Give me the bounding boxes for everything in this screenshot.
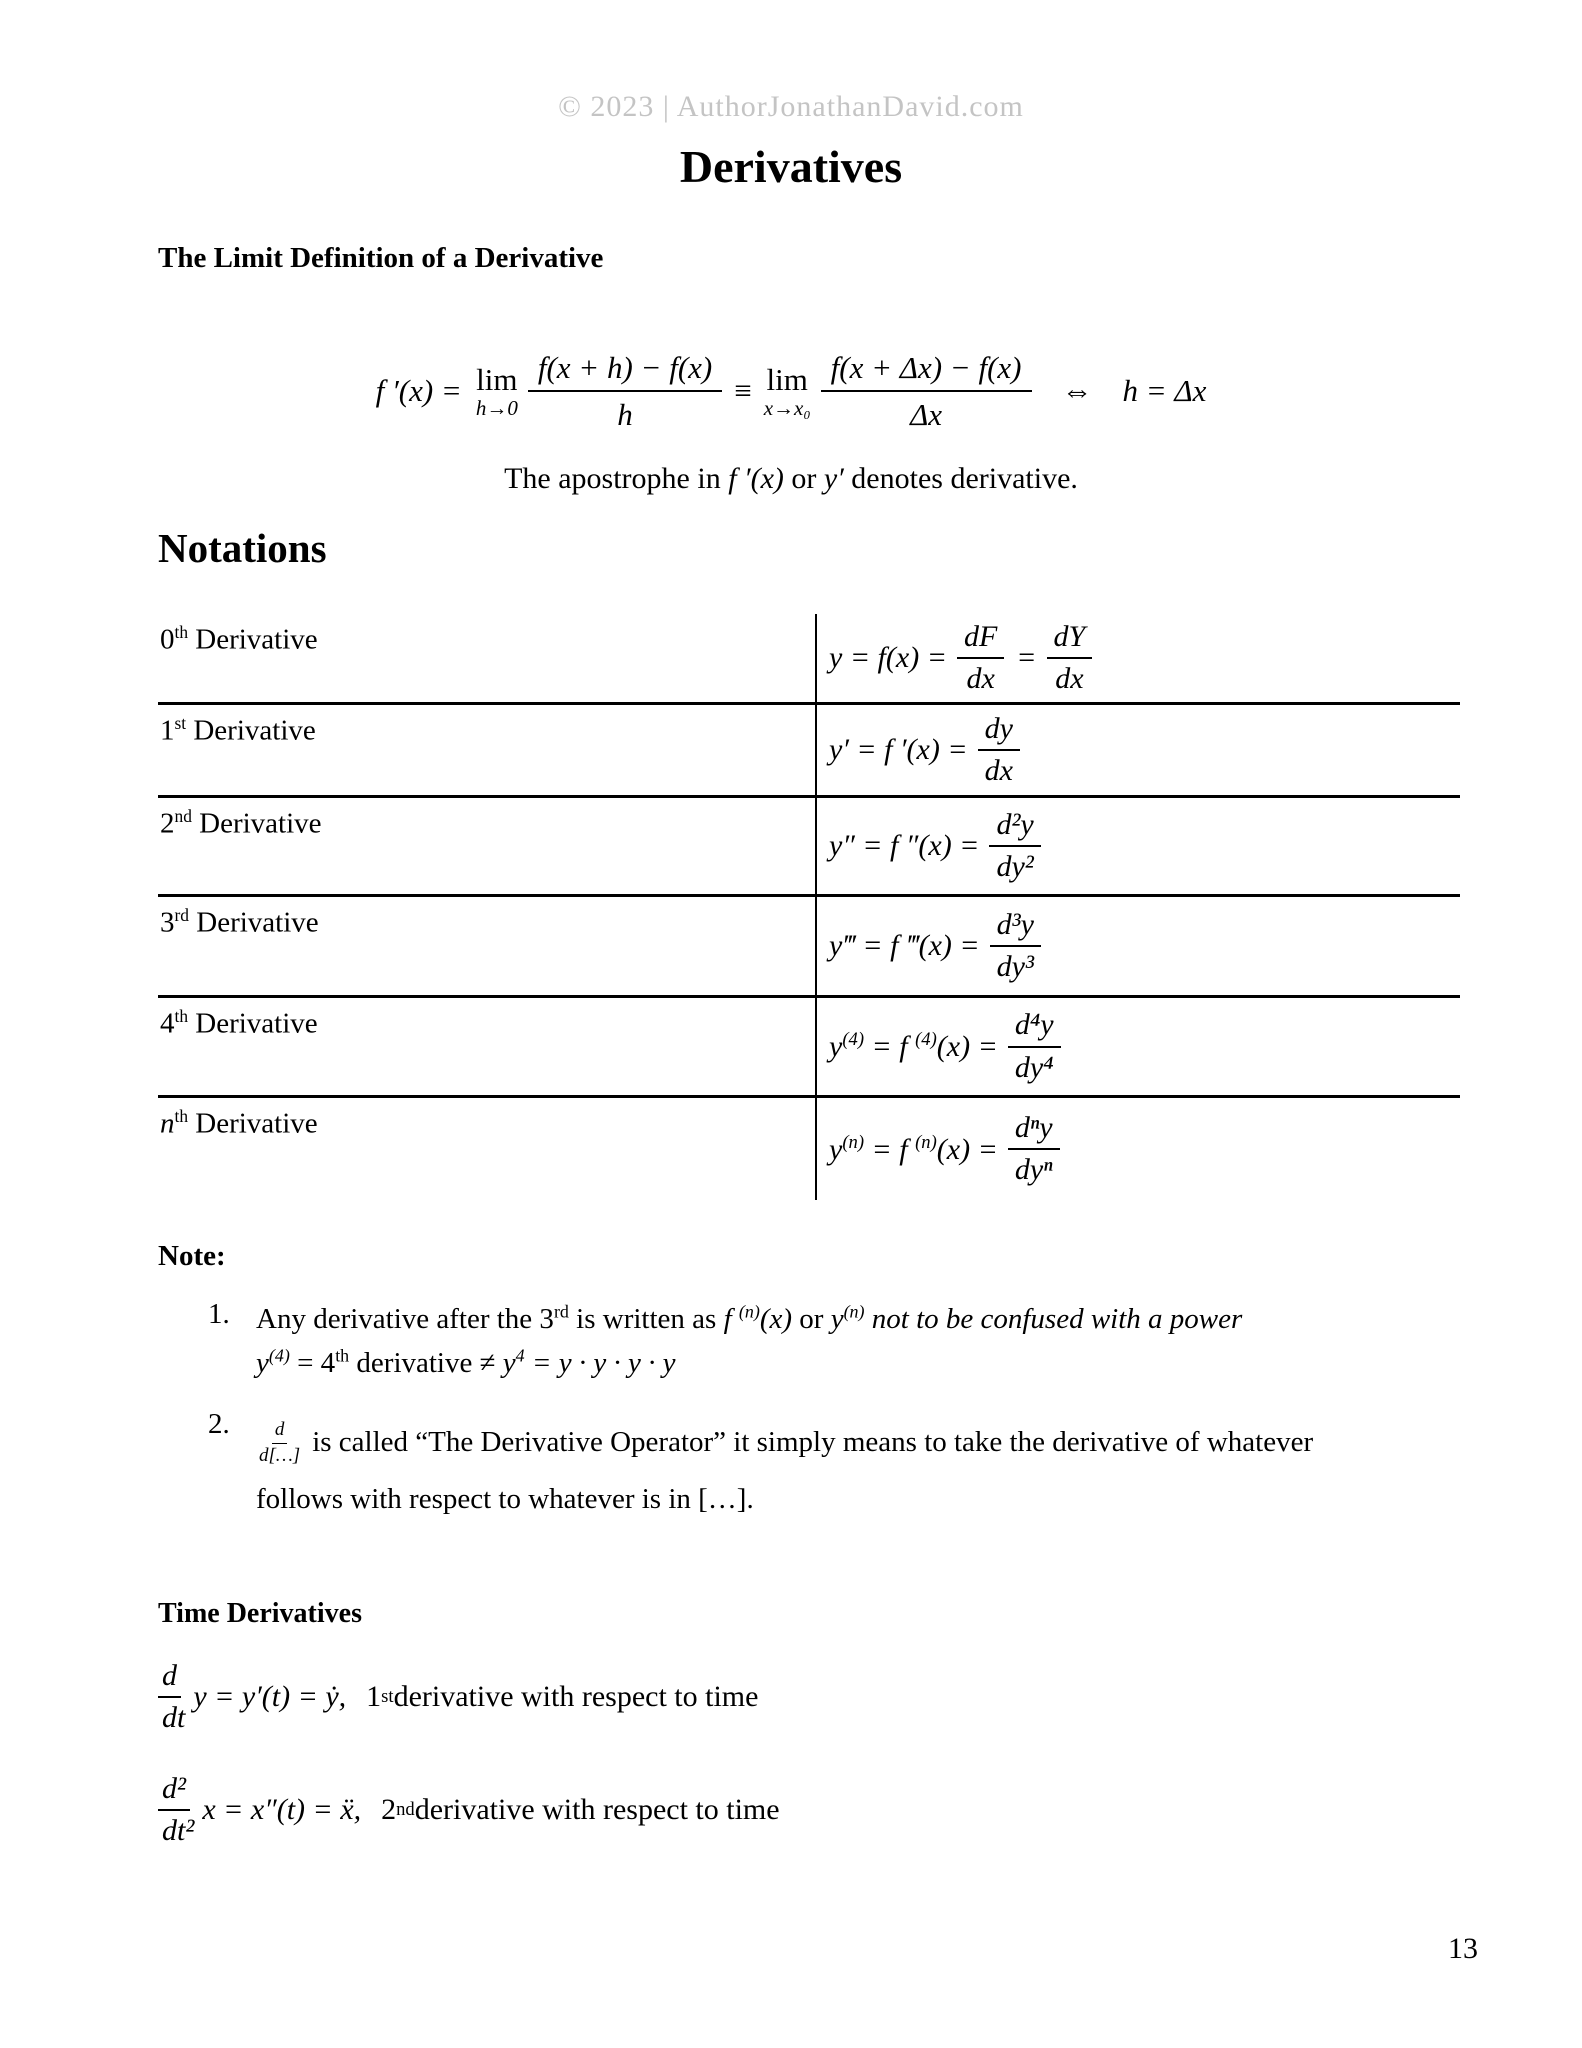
derivative-operator-fraction bbox=[256, 1419, 303, 1468]
fraction-denominator: Δx bbox=[910, 397, 943, 432]
description-text: derivative with respect to time bbox=[414, 1793, 780, 1826]
formula-pre bbox=[829, 641, 947, 675]
formula-pre bbox=[829, 1132, 998, 1167]
math-term: (x) bbox=[759, 1303, 793, 1335]
ordinal-suffix: th bbox=[335, 1344, 350, 1365]
ordinal: 2 bbox=[160, 807, 175, 840]
math-text: (x) = bbox=[936, 1132, 998, 1166]
fraction-denominator: dt² bbox=[162, 1814, 195, 1847]
order-superscript: (4) bbox=[268, 1344, 290, 1365]
row-label bbox=[158, 1098, 815, 1200]
note-text: derivative ≠ bbox=[349, 1346, 503, 1379]
lim-subscript: h→0 bbox=[475, 395, 518, 420]
d2-dt2-fraction bbox=[158, 1772, 198, 1849]
row-formula bbox=[815, 798, 1460, 894]
note2-line1 bbox=[256, 1408, 1456, 1478]
time-derivative-2 bbox=[158, 1762, 780, 1858]
note2-line2 bbox=[256, 1478, 1456, 1522]
equals-sign: = bbox=[1016, 641, 1037, 674]
math-text: = f bbox=[864, 1030, 916, 1063]
formula-pre bbox=[829, 733, 968, 767]
math-text: y‴ = f ‴(x) = bbox=[829, 929, 980, 962]
ordinal-suffix: th bbox=[174, 1006, 189, 1026]
apostrophe-note bbox=[0, 462, 1582, 496]
label-text: Derivative bbox=[188, 1107, 318, 1140]
lim-word: lim bbox=[476, 361, 518, 397]
fraction-numerator: f(x + h) − f(x) bbox=[528, 349, 722, 392]
fraction-numerator: d⁴y bbox=[1008, 1008, 1061, 1048]
limit-operator bbox=[475, 361, 518, 420]
fraction-numerator: dy bbox=[978, 712, 1020, 752]
fraction-denominator: dx bbox=[984, 754, 1013, 787]
fraction bbox=[989, 808, 1040, 885]
table-column-divider bbox=[815, 614, 817, 1200]
order-superscript: (n) bbox=[842, 1131, 865, 1153]
math-text: y″ = f ″(x) = bbox=[829, 829, 980, 862]
fraction-numerator: d²y bbox=[989, 808, 1040, 848]
fraction-denominator: dy³ bbox=[996, 950, 1034, 983]
description-text: derivative with respect to time bbox=[393, 1680, 759, 1713]
fraction-numerator: d bbox=[158, 1659, 181, 1699]
ordinal: 3 bbox=[160, 906, 175, 939]
math-text: y bbox=[829, 1030, 843, 1063]
order-superscript: (n) bbox=[738, 1301, 760, 1322]
row-label bbox=[158, 998, 815, 1095]
row-label bbox=[158, 614, 815, 702]
fraction-numerator: d³y bbox=[990, 908, 1041, 948]
formula-lhs: f ′(x) = bbox=[375, 373, 462, 408]
table-row-4th bbox=[158, 995, 1460, 1095]
math-text: y = f(x) = bbox=[829, 641, 947, 674]
note-list-item-1 bbox=[208, 1298, 1456, 1385]
note-text: follows with respect to whatever is in […]. bbox=[256, 1483, 754, 1515]
row-label bbox=[158, 798, 815, 894]
limit-operator bbox=[763, 361, 811, 420]
row-label bbox=[158, 897, 815, 995]
caption-text: denotes derivative. bbox=[843, 462, 1078, 495]
math-term: = y · y · y · y bbox=[524, 1346, 676, 1379]
fraction-numerator: dⁿy bbox=[1008, 1111, 1060, 1151]
caption-text: The apostrophe in bbox=[504, 462, 729, 495]
note-text: is called “The Derivative Operator” it simply means to take the derivative of whatever bbox=[312, 1426, 1314, 1459]
row-formula bbox=[815, 897, 1460, 995]
math-term: f ′(x) bbox=[728, 462, 784, 495]
fraction bbox=[1008, 1111, 1060, 1188]
fraction bbox=[990, 908, 1041, 985]
ordinal: 1 bbox=[160, 714, 175, 747]
formula-pre bbox=[829, 1029, 998, 1064]
page-number: 13 bbox=[1448, 1932, 1478, 1965]
math-term: x = x″(t) = ẍ, bbox=[202, 1793, 362, 1826]
emphasis-text: not to be confused with a power bbox=[864, 1303, 1243, 1335]
row-formula bbox=[815, 1098, 1460, 1200]
fraction-denominator: dyⁿ bbox=[1014, 1153, 1053, 1186]
caption-text: or bbox=[783, 462, 824, 495]
section-heading-time-derivatives: Time Derivatives bbox=[158, 1598, 362, 1629]
list-number: 2. bbox=[208, 1408, 230, 1440]
lim-word: lim bbox=[766, 361, 808, 397]
table-row-nth bbox=[158, 1095, 1460, 1200]
table-row-1st bbox=[158, 702, 1460, 795]
math-term: y bbox=[502, 1346, 516, 1379]
table-row-2nd bbox=[158, 795, 1460, 894]
d-dt-fraction bbox=[158, 1659, 189, 1736]
label-text: Derivative bbox=[189, 906, 319, 939]
math-text: = f bbox=[864, 1132, 916, 1166]
lim-subscript: x→x₀ bbox=[763, 395, 811, 420]
fraction bbox=[1047, 620, 1093, 697]
fraction-denominator: dx bbox=[966, 662, 995, 695]
note-text: = 4 bbox=[289, 1346, 336, 1379]
ordinal-suffix: st bbox=[381, 1686, 394, 1707]
equivalence-sign: ≡ bbox=[734, 373, 752, 408]
math-term: f bbox=[723, 1303, 739, 1335]
list-item-body bbox=[256, 1408, 1456, 1522]
list-item-body bbox=[256, 1298, 1456, 1385]
fraction-numerator: dY bbox=[1047, 620, 1093, 660]
fraction-denominator: dy⁴ bbox=[1014, 1050, 1054, 1084]
row-label bbox=[158, 705, 815, 795]
list-number: 1. bbox=[208, 1298, 230, 1330]
power-superscript: 4 bbox=[515, 1344, 525, 1365]
note-heading: Note: bbox=[158, 1240, 226, 1272]
formula-rhs: h = Δx bbox=[1122, 373, 1207, 408]
math-term: y = y′(t) = ẏ, bbox=[193, 1680, 347, 1713]
time-derivative-1 bbox=[158, 1652, 758, 1742]
fraction bbox=[1008, 1008, 1061, 1085]
formula-pre bbox=[829, 829, 979, 863]
math-text: (x) = bbox=[936, 1030, 998, 1063]
fraction-numerator: d bbox=[272, 1419, 288, 1444]
fraction-denominator: h bbox=[617, 397, 633, 432]
ordinal: 0 bbox=[160, 623, 175, 656]
row-formula bbox=[815, 705, 1460, 795]
section-heading-notations: Notations bbox=[158, 525, 327, 571]
ordinal: n bbox=[160, 1107, 175, 1140]
table-row-3rd bbox=[158, 894, 1460, 995]
fraction-denominator: dx bbox=[1055, 662, 1084, 695]
note-list-item-2 bbox=[208, 1408, 1456, 1522]
difference-quotient-fraction bbox=[528, 349, 722, 433]
order-superscript: (n) bbox=[915, 1131, 937, 1153]
math-term: y bbox=[830, 1303, 844, 1335]
math-term: y bbox=[256, 1346, 269, 1379]
fraction-numerator: dF bbox=[957, 620, 1004, 660]
fraction-denominator: dy² bbox=[996, 850, 1034, 883]
note1-line2 bbox=[256, 1342, 1456, 1386]
row-formula bbox=[815, 998, 1460, 1095]
ordinal-suffix: th bbox=[174, 1106, 189, 1126]
ordinal: 1 bbox=[366, 1680, 382, 1713]
fraction bbox=[957, 620, 1004, 697]
difference-quotient-fraction bbox=[821, 349, 1032, 433]
limit-definition-formula bbox=[0, 336, 1582, 446]
table-row-0th bbox=[158, 614, 1460, 702]
math-term: y′ bbox=[823, 462, 844, 495]
ordinal: 2 bbox=[381, 1793, 397, 1826]
ordinal-suffix: rd bbox=[553, 1301, 569, 1322]
math-text: y bbox=[829, 1132, 843, 1166]
formula-pre bbox=[829, 929, 980, 963]
note-text: or bbox=[792, 1303, 831, 1335]
label-text: Derivative bbox=[191, 807, 322, 840]
page-title: Derivatives bbox=[679, 141, 903, 192]
order-superscript: (4) bbox=[842, 1029, 865, 1050]
fraction bbox=[978, 712, 1020, 789]
ordinal-suffix: th bbox=[174, 622, 189, 642]
section-heading-limit-definition: The Limit Definition of a Derivative bbox=[158, 242, 604, 274]
note1-line1 bbox=[256, 1298, 1456, 1342]
ordinal-suffix: st bbox=[174, 713, 187, 733]
order-superscript: (4) bbox=[915, 1029, 937, 1050]
notations-table bbox=[158, 614, 1460, 1200]
fraction-denominator: d[…] bbox=[259, 1444, 301, 1466]
note-text: Any derivative after the 3 bbox=[256, 1303, 554, 1335]
ordinal-suffix: rd bbox=[174, 905, 189, 925]
label-text: Derivative bbox=[188, 623, 318, 656]
math-text: y′ = f ′(x) = bbox=[829, 733, 968, 766]
fraction-denominator: dt bbox=[162, 1701, 186, 1734]
label-text: Derivative bbox=[186, 714, 316, 747]
ordinal-suffix: nd bbox=[174, 806, 192, 826]
note-text: is written as bbox=[568, 1303, 724, 1335]
copyright-watermark: © 2023 | AuthorJonathanDavid.com bbox=[558, 90, 1024, 123]
fraction-numerator: d² bbox=[158, 1772, 190, 1812]
ordinal-suffix: nd bbox=[396, 1799, 415, 1820]
ordinal: 4 bbox=[160, 1007, 175, 1040]
label-text: Derivative bbox=[188, 1007, 318, 1040]
iff-arrow: ⇔ bbox=[1061, 373, 1093, 408]
fraction-numerator: f(x + Δx) − f(x) bbox=[821, 349, 1032, 392]
row-formula bbox=[815, 614, 1460, 702]
order-superscript: (n) bbox=[843, 1301, 865, 1322]
